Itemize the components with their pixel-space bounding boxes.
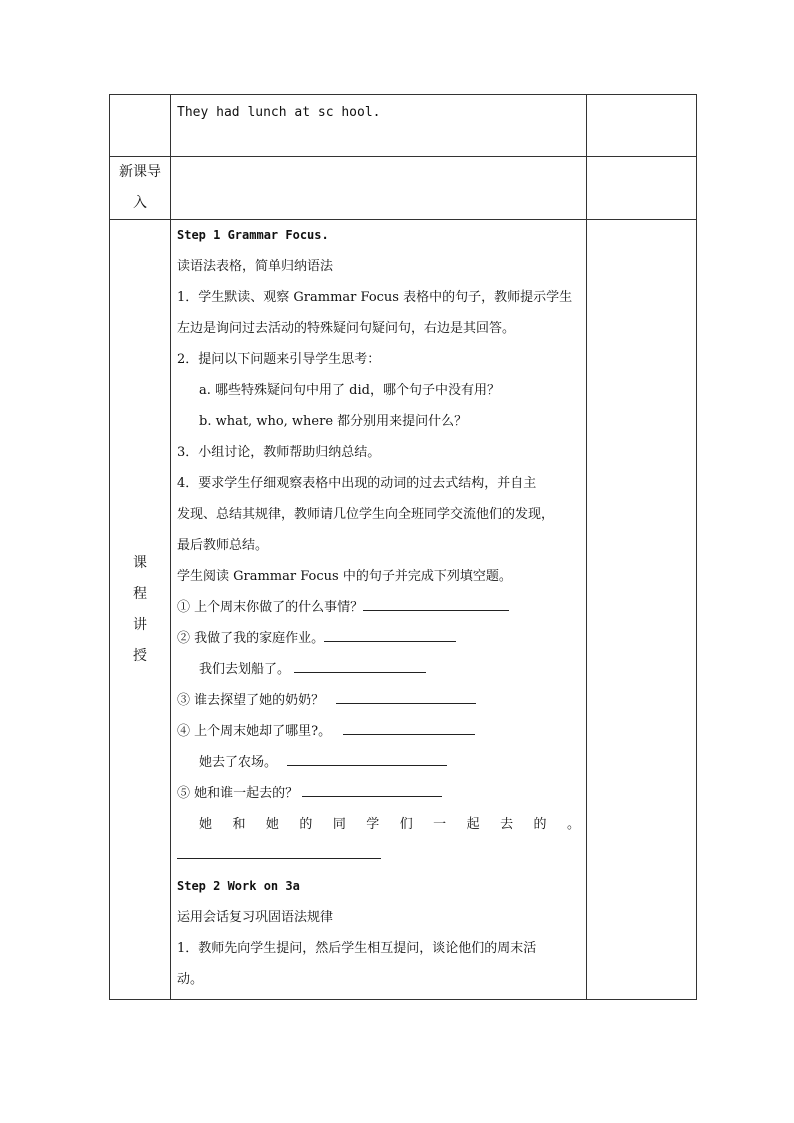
paragraph-line: 最后教师总结。 [177, 538, 269, 553]
paragraph-line: 左边是询问过去活动的特殊疑问句疑问句，右边是其回答。 [177, 321, 516, 336]
lesson-plan-table [109, 94, 697, 1000]
content-cell [171, 95, 587, 157]
label-cell [110, 95, 171, 157]
example-sentence: They had lunch at sc hool. [177, 105, 381, 120]
sentence-char: 同 [332, 817, 346, 832]
sentence-char: 和 [232, 817, 246, 832]
label-cell [110, 157, 171, 220]
fill-blank-item [177, 623, 580, 654]
fill-blank-item [177, 840, 580, 871]
notes-cell [587, 220, 697, 1000]
section-label: 新课导 [119, 164, 161, 180]
fill-blank-item [177, 592, 580, 623]
answer-blank [343, 720, 475, 735]
sentence-char: 的 [299, 817, 313, 832]
paragraph-line: 发现、总结其规律，教师请几位学生向全班同学交流他们的发现， [177, 507, 555, 522]
section-label-char: 授 [133, 647, 147, 664]
answer-blank [177, 844, 381, 859]
fill-blank-prompt: ② 我做了我的家庭作业。 [177, 631, 325, 646]
sentence-char: 们 [399, 817, 413, 832]
sentence-char: 的 [533, 817, 547, 832]
sentence-char: 。 [566, 817, 580, 832]
section-label-char: 课 [133, 554, 147, 571]
table-row [110, 157, 697, 220]
step-subtitle: 读语法表格，简单归纳语法 [177, 259, 334, 274]
fill-blank-prompt: 我们去划船了。 [199, 662, 291, 677]
paragraph-line: 1．学生默读、观察 Grammar Focus 表格中的句子，教师提示学生 [177, 290, 573, 305]
table-row [110, 95, 697, 157]
section-label [110, 548, 170, 672]
paragraph-line: 1．教师先向学生提问，然后学生相互提问，谈论他们的周末活 [177, 941, 537, 956]
sentence-char: 她 [199, 817, 213, 832]
answer-blank [363, 596, 509, 611]
sub-question: a. 哪些特殊疑问句中用了 did，哪个句子中没有用？ [199, 383, 500, 398]
paragraph-line: 3．小组讨论，教师帮助归纳总结。 [177, 445, 381, 460]
fill-blank-prompt: ④ 上个周末她却了哪里?。 [177, 724, 332, 739]
content-cell [171, 157, 587, 220]
fill-blank-item [177, 778, 580, 809]
section-label-char: 讲 [133, 616, 147, 633]
section-label: 入 [133, 195, 147, 211]
fill-blank-prompt: 她去了农场。 [199, 755, 278, 770]
fill-blank-item [177, 685, 580, 716]
answer-blank [336, 689, 476, 704]
answer-blank [324, 627, 456, 642]
label-cell [110, 220, 171, 1000]
sentence-char: 去 [500, 817, 514, 832]
step-title: Step 2 Work on 3a [177, 879, 300, 893]
sentence-char: 起 [466, 817, 480, 832]
notes-cell [587, 157, 697, 220]
fill-blank-prompt: ⑤ 她和谁一起去的？ [177, 786, 299, 801]
paragraph-line: 动。 [177, 972, 204, 987]
answer-blank [294, 658, 426, 673]
sentence-char: 一 [433, 817, 447, 832]
fill-blank-prompt: ③ 谁去探望了她的奶奶？ [177, 693, 325, 708]
fill-blank-item [177, 716, 580, 747]
paragraph-line: 4．要求学生仔细观察表格中出现的动词的过去式结构，并自主 [177, 476, 537, 491]
paragraph-line: 2．提问以下问题来引导学生思考： [177, 352, 381, 367]
answer-blank [302, 782, 442, 797]
fill-blank-item [177, 747, 580, 778]
paragraph-line: 学生阅读 Grammar Focus 中的句子并完成下列填空题。 [177, 569, 512, 584]
notes-cell [587, 95, 697, 157]
section-label-char: 程 [133, 585, 147, 602]
answer-blank [287, 751, 447, 766]
table-row [110, 220, 697, 1000]
fill-blank-prompt [177, 809, 580, 840]
step-title: Step 1 Grammar Focus. [177, 228, 329, 242]
sentence-char: 她 [265, 817, 279, 832]
fill-blank-item [177, 654, 580, 685]
fill-blank-prompt: ① 上个周末你做了的什么事情？ [177, 600, 364, 615]
sentence-char: 学 [366, 817, 380, 832]
step-subtitle: 运用会话复习巩固语法规律 [177, 910, 334, 925]
sub-question: b. what, who, where 都分别用来提问什么？ [199, 414, 468, 429]
content-cell [171, 220, 587, 1000]
